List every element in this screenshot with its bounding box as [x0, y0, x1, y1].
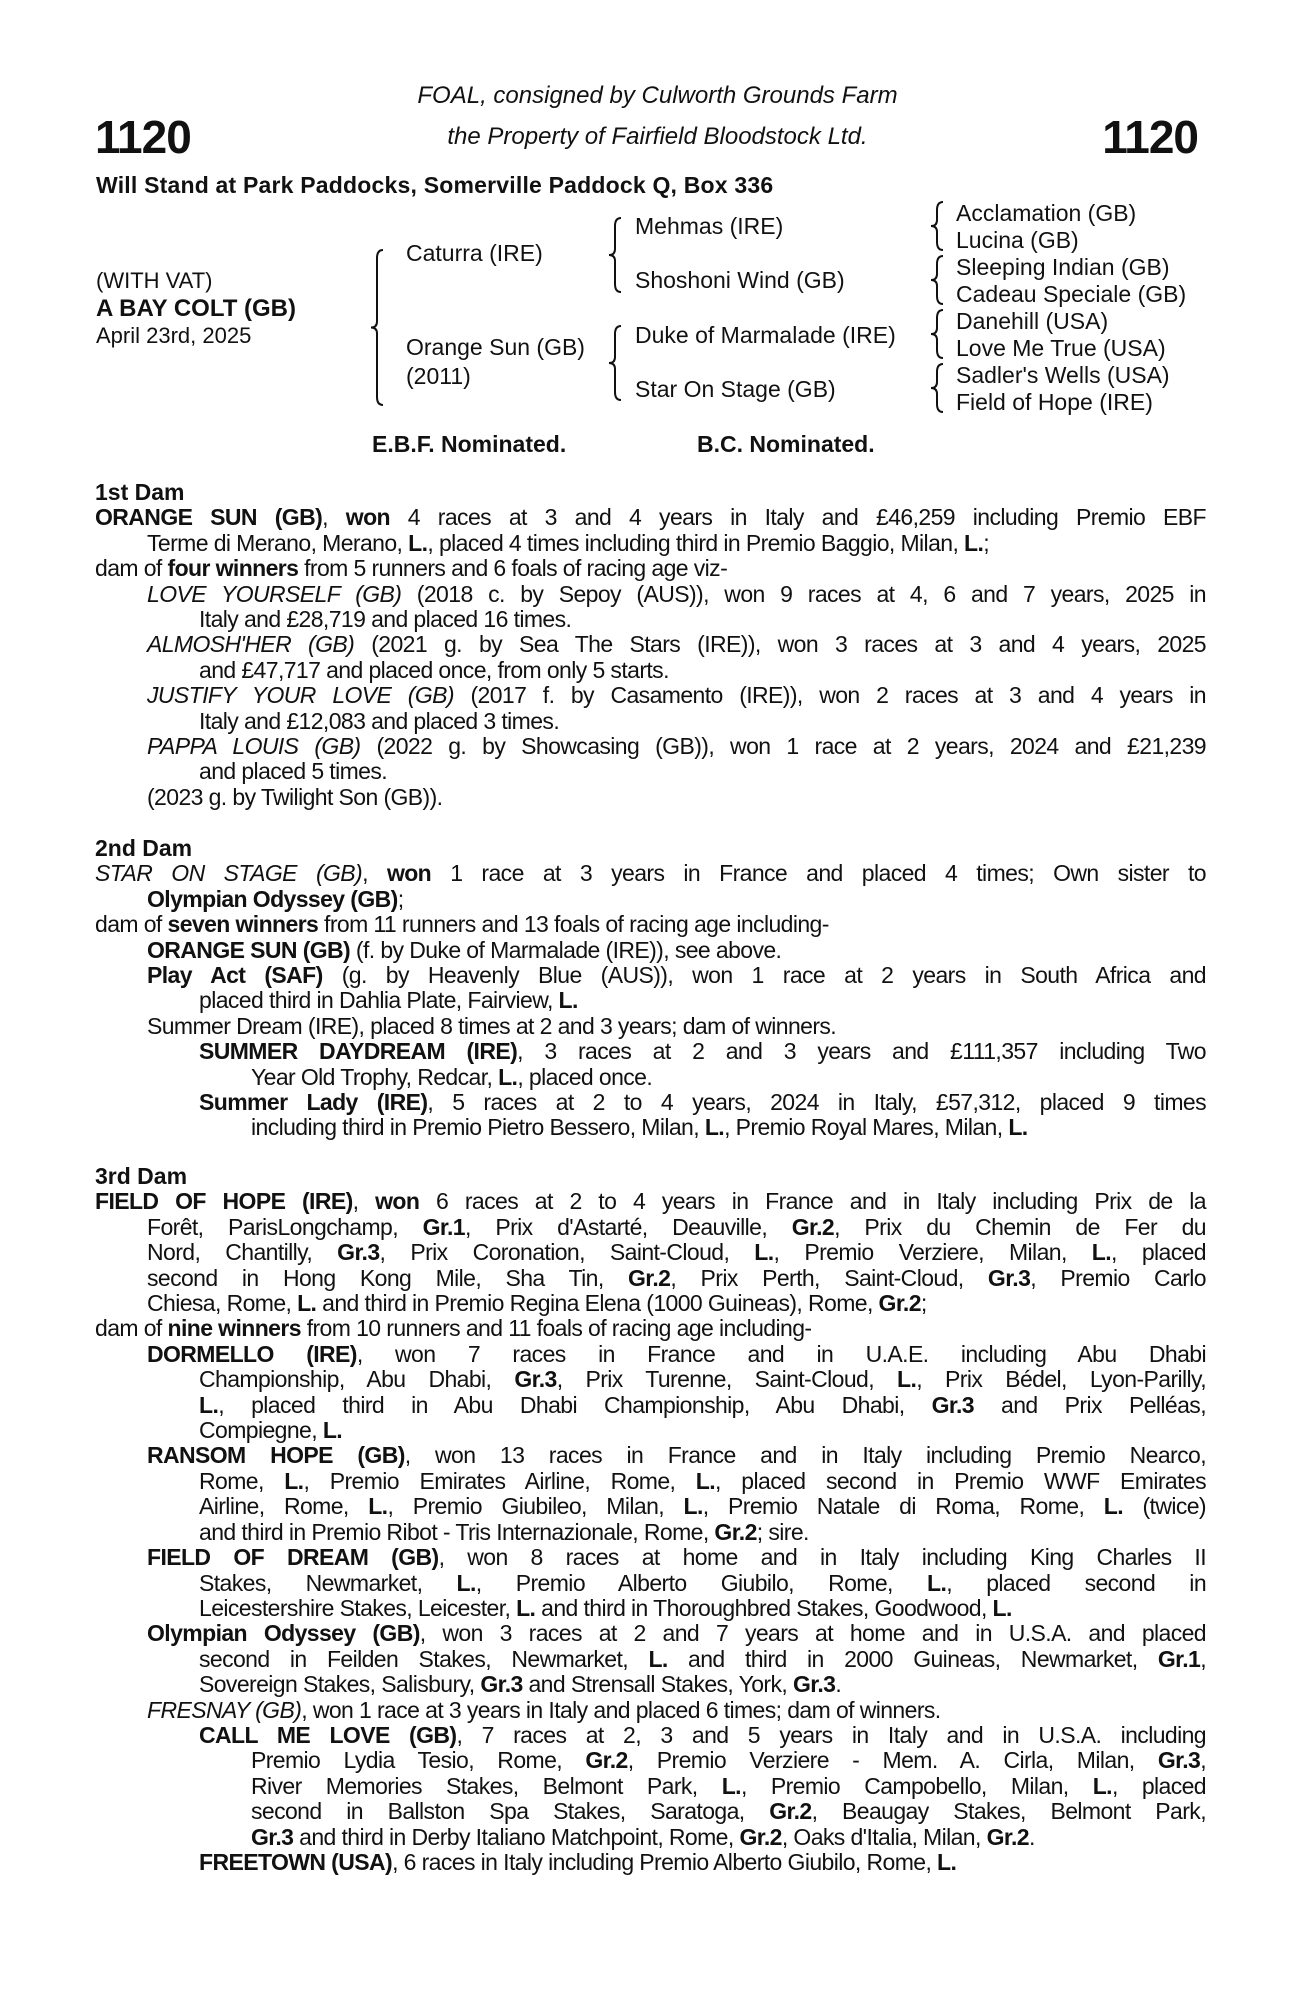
- entry-line: [95, 734, 1206, 759]
- pedigree-entry: [95, 1342, 1206, 1444]
- text: , placed second in Premio WWF Emirates: [715, 1467, 1206, 1494]
- ancestor: Acclamation (GB): [956, 200, 1137, 226]
- text: and third in Thoroughbred Stakes, Goodwood,: [535, 1594, 993, 1621]
- entry-line: [95, 1545, 1206, 1570]
- text: Terme di Merano, Merano,: [147, 529, 409, 556]
- text: from 11 runners and 13 foals of racing age including-: [318, 911, 829, 938]
- bold-text: L.: [964, 529, 984, 556]
- ancestor: Sleeping Indian (GB): [956, 254, 1170, 280]
- text: (2022 g. by Showcasing (GB)), won 1 race at 2 years, 2024 and £21,239: [360, 733, 1206, 760]
- bold-text: RANSOM HOPE (GB): [147, 1442, 405, 1469]
- consignor-line: FOAL, consigned by Culworth Grounds Farm: [417, 82, 898, 109]
- entry-line: [95, 1774, 1206, 1799]
- entry-line: [95, 912, 1206, 937]
- text: placed third in Dahlia Plate, Fairview,: [199, 987, 559, 1014]
- text: , 5 races at 2 to 4 years, 2024 in Italy, £57,312, placed 9 times: [427, 1089, 1206, 1116]
- bold-text: L.: [695, 1467, 716, 1494]
- text: ,: [1200, 1747, 1206, 1774]
- italic-text: STAR ON STAGE (GB): [95, 860, 363, 887]
- italic-text: PAPPA LOUIS (GB): [147, 733, 361, 760]
- entry-line: [95, 963, 1206, 988]
- entry-line: [95, 1291, 1206, 1316]
- text: including third in Premio Pietro Bessero, Milan,: [251, 1114, 705, 1141]
- property-line: the Property of Fairfield Bloodstock Ltd.: [447, 123, 868, 150]
- text: Airline, Rome,: [199, 1493, 369, 1520]
- brace-icon: [609, 326, 621, 400]
- entry-line: [95, 683, 1206, 708]
- pedigree-entry: [95, 632, 1206, 683]
- bold-text: L.: [284, 1467, 304, 1494]
- italic-text: FRESNAY (GB): [147, 1696, 302, 1723]
- bold-text: Gr.3: [987, 1264, 1031, 1291]
- text: Stakes, Newmarket,: [199, 1569, 457, 1596]
- entry-line: [95, 658, 1206, 683]
- text: from 10 runners and 11 foals of racing age including-: [300, 1315, 812, 1342]
- pedigree-braces: [0, 0, 1315, 450]
- pedigree-entry: [95, 556, 1206, 581]
- text: Leicestershire Stakes, Leicester,: [199, 1594, 517, 1621]
- bold-text: won: [386, 860, 432, 887]
- bold-text: Gr.1: [422, 1213, 465, 1240]
- text: , Premio Royal Mares, Milan,: [724, 1114, 1009, 1141]
- text: , Prix Bédel, Lyon-Parilly,: [916, 1366, 1207, 1393]
- text: , 6 races in Italy including Premio Alberto Giubilo, Rome,: [392, 1848, 938, 1875]
- brace-icon: [931, 364, 943, 412]
- text: , won 1 race at 3 years in Italy and placed 6 times; dam of winners.: [301, 1696, 941, 1723]
- brace-icon: [931, 256, 943, 304]
- text: from 5 runners and 6 foals of racing age viz-: [298, 555, 728, 582]
- bold-text: L.: [558, 987, 578, 1014]
- bold-text: Gr.2: [628, 1264, 671, 1291]
- pedigree-entry: [95, 1014, 1206, 1039]
- entry-line: [95, 709, 1206, 734]
- bold-text: CALL ME LOVE (GB): [199, 1721, 457, 1748]
- bold-text: L.: [937, 1848, 957, 1875]
- bold-text: L.: [516, 1594, 536, 1621]
- entry-line: [95, 1266, 1206, 1291]
- pedigree-entry: [95, 1723, 1206, 1850]
- text: , placed 4 times including third in Premio Baggio, Milan,: [427, 529, 965, 556]
- bold-text: Gr.2: [878, 1290, 921, 1317]
- text: , Prix Turenne, Saint-Cloud,: [556, 1366, 897, 1393]
- entry-line: [95, 1367, 1206, 1392]
- pedigree-entry: [95, 1039, 1206, 1090]
- bold-text: Summer Lady (IRE): [199, 1089, 428, 1116]
- text: (twice): [1123, 1493, 1206, 1520]
- ancestor: Danehill (USA): [956, 308, 1109, 334]
- bold-text: L.: [368, 1493, 388, 1520]
- sire: Caturra (IRE): [406, 240, 543, 266]
- bold-text: Play Act (SAF): [147, 962, 323, 989]
- bold-text: L.: [322, 1417, 343, 1444]
- text: (2018 c. by Sepoy (AUS)), won 9 races at 4, 6 and 7 years, 2025 in: [401, 580, 1207, 607]
- text: and third in 2000 Guineas, Newmarket,: [667, 1645, 1158, 1672]
- bold-text: L.: [992, 1594, 1012, 1621]
- bold-text: Gr.2: [585, 1747, 628, 1774]
- text: ;: [920, 1290, 927, 1317]
- horse-name: A BAY COLT (GB): [96, 295, 297, 322]
- pedigree-entry: [95, 785, 1206, 810]
- pedigree-entry: [95, 963, 1206, 1014]
- bold-text: L.: [927, 1569, 947, 1596]
- text: , Premio Campobello, Milan,: [740, 1772, 1093, 1799]
- bold-text: L.: [1091, 1239, 1112, 1266]
- pedigree-entry: [95, 1090, 1206, 1141]
- entry-line: [95, 556, 1206, 581]
- bold-text: seven winners: [167, 911, 319, 938]
- bold-text: L.: [297, 1290, 317, 1317]
- bold-text: L.: [754, 1239, 774, 1266]
- bold-text: L.: [456, 1569, 476, 1596]
- entry-line: [95, 759, 1206, 784]
- text: and third in Premio Regina Elena (1000 Guineas), Rome,: [316, 1290, 879, 1317]
- entry-line: [95, 1799, 1206, 1824]
- entry-line: [95, 1621, 1206, 1646]
- entry-line: [95, 1342, 1206, 1367]
- text: and Strensall Stakes, York,: [522, 1671, 793, 1698]
- text: , Premio Verziere, Milan,: [773, 1239, 1092, 1266]
- italic-text: JUSTIFY YOUR LOVE (GB): [147, 682, 454, 709]
- bold-text: FIELD OF DREAM (GB): [147, 1544, 439, 1571]
- bold-text: L.: [1103, 1493, 1123, 1520]
- stabling-location: Will Stand at Park Paddocks, Somerville Paddock Q, Box 336: [96, 172, 774, 198]
- pedigree-entry: [95, 505, 1206, 556]
- lot-number-left: 1120: [95, 111, 191, 163]
- italic-text: LOVE YOURSELF (GB): [147, 580, 402, 607]
- bold-text: Olympian Odyssey (GB): [147, 1620, 420, 1647]
- text: and placed 5 times.: [199, 758, 388, 785]
- text: .: [835, 1671, 842, 1698]
- text: Italy and £28,719 and placed 16 times.: [199, 606, 572, 633]
- text: dam of: [95, 1315, 168, 1342]
- brace-icon: [931, 202, 943, 250]
- dam-sire: Duke of Marmalade (IRE): [635, 322, 896, 348]
- text: , placed once.: [517, 1063, 653, 1090]
- entry-line: [95, 988, 1206, 1013]
- entry-line: [95, 861, 1206, 886]
- bold-text: Gr.3: [337, 1239, 380, 1266]
- bold-text: Olympian Odyssey (GB): [147, 885, 398, 912]
- entry-line: [95, 1189, 1206, 1214]
- text: (2021 g. by Sea The Stars (IRE)), won 3 races at 3 and 4 years, 2025: [354, 631, 1206, 658]
- entry-line: [95, 582, 1206, 607]
- bold-text: L.: [1092, 1772, 1112, 1799]
- text: ,: [352, 1188, 376, 1215]
- bold-text: L.: [408, 529, 428, 556]
- text: , Premio Verziere - Mem. A. Cirla, Milan,: [627, 1747, 1158, 1774]
- bold-text: L.: [1008, 1114, 1028, 1141]
- text: and Prix Pelléas,: [973, 1391, 1206, 1418]
- text: , Premio Carlo: [1030, 1264, 1206, 1291]
- pedigree-entry: [95, 912, 1206, 937]
- dam: Orange Sun (GB): [406, 334, 585, 360]
- text: second in Ballston Spa Stakes, Saratoga,: [251, 1798, 770, 1825]
- entry-line: [95, 1850, 1206, 1875]
- text: ,: [322, 504, 346, 531]
- pedigree-entry: [95, 1850, 1206, 1875]
- text: Compiegne,: [199, 1417, 323, 1444]
- bold-text: FREETOWN (USA): [199, 1848, 393, 1875]
- text: Championship, Abu Dhabi,: [199, 1366, 515, 1393]
- text: Summer Dream (IRE), placed 8 times at 2 and 3 years; dam of winners.: [147, 1012, 837, 1039]
- bold-text: four winners: [167, 555, 299, 582]
- text: second in Hong Kong Mile, Sha Tin,: [147, 1264, 629, 1291]
- bold-text: L.: [721, 1772, 741, 1799]
- bold-text: ORANGE SUN (GB): [147, 936, 351, 963]
- text: Nord, Chantilly,: [147, 1239, 338, 1266]
- text: ,: [1200, 1645, 1207, 1672]
- section-heading: 1st Dam: [95, 479, 185, 505]
- bold-text: Gr.3: [792, 1671, 836, 1698]
- bold-text: nine winners: [167, 1315, 301, 1342]
- third-dam-section: [95, 1164, 1206, 1875]
- vat-label: (WITH VAT): [96, 268, 213, 293]
- bold-text: Gr.2: [714, 1518, 757, 1545]
- text: , placed: [1111, 1772, 1207, 1799]
- sire-dam: Shoshoni Wind (GB): [635, 267, 845, 293]
- ebf-nomination: E.B.F. Nominated.: [372, 431, 567, 457]
- ancestor: Sadler's Wells (USA): [956, 362, 1170, 388]
- text: Year Old Trophy, Redcar,: [251, 1063, 499, 1090]
- text: , Premio Emirates Airline, Rome,: [303, 1467, 696, 1494]
- text: , won 8 races at home and in Italy including King Charles II: [438, 1544, 1206, 1571]
- bold-text: L.: [897, 1366, 917, 1393]
- bold-text: SUMMER DAYDREAM (IRE): [199, 1038, 518, 1065]
- text: , Oaks d'Italia, Milan,: [781, 1823, 987, 1850]
- pedigree-entry: [95, 1316, 1206, 1341]
- text: , Prix Perth, Saint-Cloud,: [670, 1264, 988, 1291]
- bold-text: Gr.3: [251, 1823, 294, 1850]
- brace-icon: [931, 310, 943, 358]
- text: (2017 f. by Casamento (IRE)), won 2 races at 3 and 4 years in: [453, 682, 1206, 709]
- entry-line: [95, 531, 1206, 556]
- ancestor: Lucina (GB): [956, 227, 1079, 253]
- pedigree-entry: [95, 734, 1206, 785]
- dam-dam: Star On Stage (GB): [635, 376, 836, 402]
- text: and third in Derby Italiano Matchpoint, Rome,: [293, 1823, 740, 1850]
- text: , 3 races at 2 and 3 years and £111,357 including Two: [517, 1038, 1206, 1065]
- text: 1 race at 3 years in France and placed 4 times; Own sister to: [431, 860, 1206, 887]
- text: , Premio Giubileo, Milan,: [387, 1493, 684, 1520]
- brace-icon: [371, 250, 383, 405]
- bold-text: Gr.2: [791, 1213, 835, 1240]
- text: 6 races at 2 to 4 years in France and in Italy including Prix de la: [419, 1188, 1206, 1215]
- text: , placed second in: [946, 1569, 1207, 1596]
- entry-line: [95, 1571, 1206, 1596]
- entry-line: [95, 1494, 1206, 1519]
- bc-nomination: B.C. Nominated.: [697, 431, 875, 457]
- entry-line: [95, 632, 1206, 657]
- text: , won 7 races in France and in U.A.E. including Abu Dhabi: [356, 1340, 1207, 1367]
- text: Sovereign Stakes, Salisbury,: [199, 1671, 481, 1698]
- entry-line: [95, 1039, 1206, 1064]
- bold-text: L.: [683, 1493, 703, 1520]
- text: 4 races at 3 and 4 years in Italy and £46,259 including Premio EBF: [389, 504, 1206, 531]
- text: , placed: [1111, 1239, 1206, 1266]
- bold-text: won: [345, 504, 390, 531]
- text: , Premio Alberto Giubilo, Rome,: [475, 1569, 928, 1596]
- bold-text: Gr.3: [1157, 1747, 1201, 1774]
- first-dam-section: [95, 480, 1206, 810]
- pedigree-entry: [95, 683, 1206, 734]
- entry-line: [95, 505, 1206, 530]
- entry-line: [95, 1520, 1206, 1545]
- entry-line: [95, 1647, 1206, 1672]
- entry-line: [95, 1469, 1206, 1494]
- text: ;: [397, 885, 404, 912]
- bold-text: DORMELLO (IRE): [147, 1340, 357, 1367]
- dam-year: (2011): [406, 363, 471, 389]
- text: ; sire.: [756, 1518, 809, 1545]
- section-heading: 3rd Dam: [95, 1163, 188, 1189]
- entry-line: [95, 1215, 1206, 1240]
- bold-text: Gr.3: [514, 1366, 557, 1393]
- entry-line: [95, 1090, 1206, 1115]
- pedigree-entry: [95, 1545, 1206, 1621]
- ancestor: Love Me True (USA): [956, 335, 1166, 361]
- text: and £47,717 and placed once, from only 5 starts.: [199, 656, 669, 683]
- text: (f. by Duke of Marmalade (IRE)), see above.: [350, 936, 782, 963]
- text: dam of: [95, 555, 168, 582]
- bold-text: L.: [199, 1391, 219, 1418]
- entry-line: [95, 1418, 1206, 1443]
- text: , placed third in Abu Dhabi Championship, Abu Dhabi,: [218, 1391, 932, 1418]
- lot-number-right: 1120: [1102, 111, 1198, 163]
- text: ;: [983, 529, 990, 556]
- entry-line: [95, 1240, 1206, 1265]
- entry-line: [95, 785, 1206, 810]
- pedigree-entry: [95, 1443, 1206, 1545]
- entry-line: [95, 1698, 1206, 1723]
- entry-line: [95, 1014, 1206, 1039]
- text: Italy and £12,083 and placed 3 times.: [199, 707, 560, 734]
- pedigree-entry: [95, 938, 1206, 963]
- bold-text: Gr.1: [1157, 1645, 1201, 1672]
- text: , Prix d'Astarté, Deauville,: [464, 1213, 792, 1240]
- bold-text: L.: [648, 1645, 668, 1672]
- text: .: [1028, 1823, 1035, 1850]
- foaling-date: April 23rd, 2025: [96, 323, 252, 348]
- text: River Memories Stakes, Belmont Park,: [251, 1772, 722, 1799]
- pedigree-entry: [95, 1698, 1206, 1723]
- entry-line: [95, 887, 1206, 912]
- text: , Beaugay Stakes, Belmont Park,: [811, 1798, 1206, 1825]
- pedigree-entry: [95, 1621, 1206, 1697]
- entry-line: [95, 607, 1206, 632]
- bold-text: Gr.2: [986, 1823, 1029, 1850]
- ancestor: Field of Hope (IRE): [956, 389, 1153, 415]
- entry-line: [95, 1393, 1206, 1418]
- ancestor: Cadeau Speciale (GB): [956, 281, 1187, 307]
- text: dam of: [95, 911, 168, 938]
- second-dam-section: [95, 836, 1206, 1141]
- text: second in Feilden Stakes, Newmarket,: [199, 1645, 649, 1672]
- pedigree-entry: [95, 861, 1206, 912]
- entry-line: [95, 1748, 1206, 1773]
- entry-line: [95, 1723, 1206, 1748]
- bold-text: FIELD OF HOPE (IRE): [95, 1188, 353, 1215]
- section-heading: 2nd Dam: [95, 835, 193, 861]
- bold-text: won: [375, 1188, 420, 1215]
- bold-text: Gr.2: [739, 1823, 782, 1850]
- text: , won 13 races in France and in Italy including Premio Nearco,: [404, 1442, 1206, 1469]
- bold-text: ORANGE SUN (GB): [95, 504, 323, 531]
- bold-text: Gr.3: [931, 1391, 974, 1418]
- pedigree-entry: [95, 1189, 1206, 1316]
- bold-text: Gr.3: [480, 1671, 523, 1698]
- bold-text: L.: [498, 1063, 518, 1090]
- text: Chiesa, Rome,: [147, 1290, 298, 1317]
- entry-line: [95, 938, 1206, 963]
- text: , Prix du Chemin de Fer du: [834, 1213, 1207, 1240]
- text: , won 3 races at 2 and 7 years at home and in U.S.A. and placed: [419, 1620, 1207, 1647]
- entry-line: [95, 1825, 1206, 1850]
- entry-line: [95, 1065, 1206, 1090]
- text: Rome,: [199, 1467, 285, 1494]
- brace-icon: [609, 218, 621, 292]
- entry-line: [95, 1596, 1206, 1621]
- text: Premio Lydia Tesio, Rome,: [251, 1747, 586, 1774]
- text: (2023 g. by Twilight Son (GB)).: [147, 783, 443, 810]
- bold-text: L.: [704, 1114, 725, 1141]
- text: ,: [362, 860, 387, 887]
- italic-text: ALMOSH'HER (GB): [147, 631, 355, 658]
- entry-line: [95, 1443, 1206, 1468]
- entry-line: [95, 1672, 1206, 1697]
- text: and third in Premio Ribot - Tris Internazionale, Rome,: [199, 1518, 715, 1545]
- bold-text: Gr.2: [769, 1798, 812, 1825]
- text: , Prix Coronation, Saint-Cloud,: [379, 1239, 755, 1266]
- text: , Premio Natale di Roma, Rome,: [702, 1493, 1104, 1520]
- entry-line: [95, 1115, 1206, 1140]
- text: , 7 races at 2, 3 and 5 years in Italy and in U.S.A. including: [456, 1721, 1206, 1748]
- text: Forêt, ParisLongchamp,: [147, 1213, 423, 1240]
- pedigree-entry: [95, 582, 1206, 633]
- entry-line: [95, 1316, 1206, 1341]
- text: (g. by Heavenly Blue (AUS)), won 1 race at 2 years in South Africa and: [322, 962, 1206, 989]
- sire-sire: Mehmas (IRE): [635, 213, 784, 239]
